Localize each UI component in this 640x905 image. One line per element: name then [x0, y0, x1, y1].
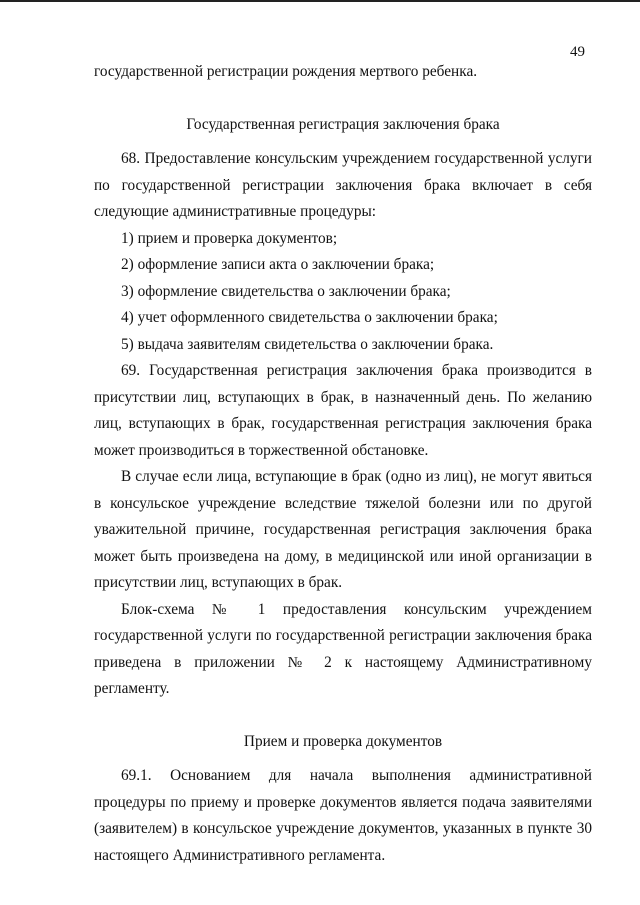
list-item: 3) оформление свидетельства о заключении брака;	[121, 282, 451, 300]
spacer	[94, 138, 592, 146]
page-number: 49	[570, 44, 585, 60]
list-item: 1) прием и проверка документов;	[121, 229, 338, 247]
paragraph-69-home-registration: В случае если лица, вступающие в брак (одно из лиц), не могут явиться в консульское учреждение вследствие тяжелой болезни или по другой уважительной причине, государственная регистрация заключения брака может быть произведена на дому, в медицинской или иной организации в присутствии лиц, вступающих в брак.	[94, 468, 592, 591]
paragraph-68: 68. Предоставление консульским учреждением государственной услуги по государственной регистрации заключения брака включает в себя следующие административные процедуры:	[94, 150, 592, 220]
spacer	[94, 755, 592, 763]
paragraph-69: 69. Государственная регистрация заключения брака производится в присутствии лиц, вступающих в брак, в назначенный день. По желанию лиц, вступающих в брак, государственная регистрация заключения брака может производиться в торжественной обстановке.	[94, 362, 592, 459]
paragraph-69-flowchart-reference: Блок-схема № 1 предоставления консульским учреждением государственной услуги по государственной регистрации заключения брака приведена в приложении № 2 к настоящему Административному регламенту.	[94, 600, 592, 697]
section-heading-marriage-registration: Государственная регистрация заключения брака	[186, 115, 500, 133]
list-item: 4) учет оформленного свидетельства о заключении брака;	[121, 309, 498, 326]
section-heading-document-intake: Прием и проверка документов	[243, 732, 443, 750]
paragraph-69-1: 69.1. Основанием для начала выполнения административной процедуры по приему и проверке документов является подача заявителями (заявителем) в консульское учреждение документов, указанных в пункте 30 настоящего Административного регламента.	[94, 767, 592, 864]
spacer	[94, 86, 592, 112]
scan-top-edge	[0, 0, 640, 2]
document-body	[94, 59, 592, 869]
list-item: 2) оформление записи акта о заключении брака;	[121, 256, 435, 273]
list-item: 5) выдача заявителям свидетельства о заключении брака.	[121, 335, 494, 353]
spacer	[94, 703, 592, 729]
carry-over-line: государственной регистрации рождения мертвого ребенка.	[94, 63, 478, 80]
